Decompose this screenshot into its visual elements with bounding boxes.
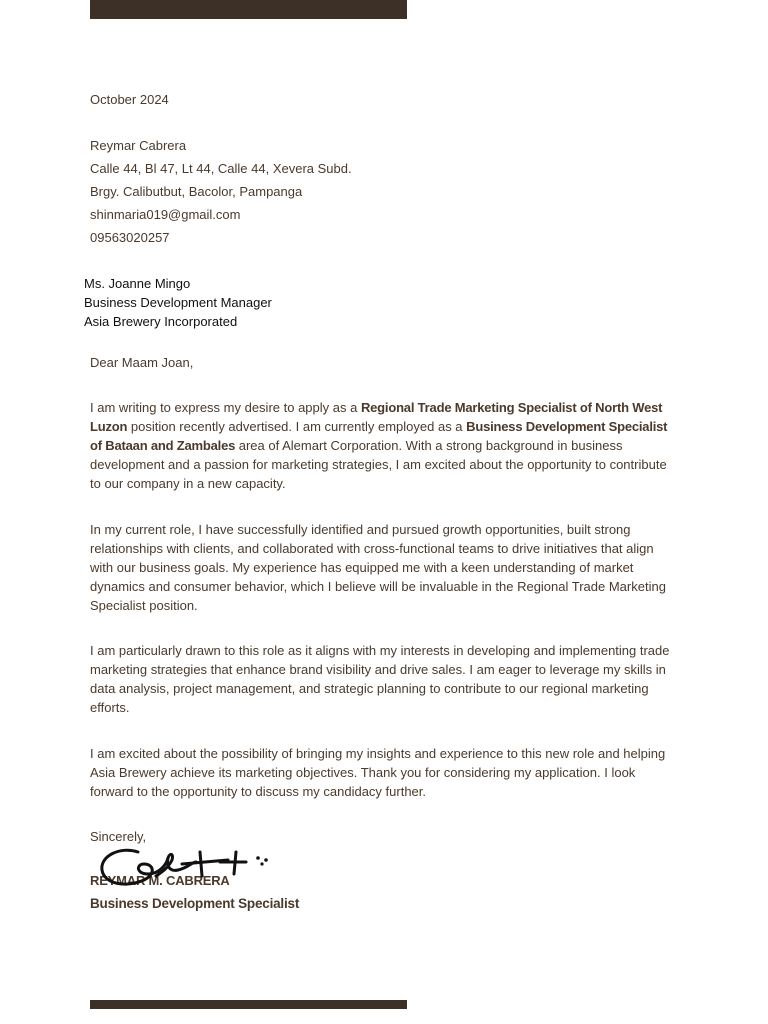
- p1-text-a: I am writing to express my desire to apply as a: [90, 400, 361, 415]
- sender-address-line2: Brgy. Calibutbut, Bacolor, Pampanga: [90, 184, 303, 199]
- p1-text-e: area of Alemart Corporation. With a strong background in business development and a passion for marketing strategies, I am excited about the opportunity to contribute to our company in a new capacity.: [90, 438, 667, 491]
- p1-text-c: position recently advertised. I am currently employed as a: [127, 419, 467, 434]
- recipient-title: Business Development Manager: [84, 295, 272, 310]
- letter-date: October 2024: [90, 92, 169, 107]
- p1-current-position: Business Development Specialist of Bataan and Zambales: [90, 419, 668, 453]
- body-paragraph-1: [90, 398, 680, 493]
- bottom-decorative-bar: [90, 1000, 407, 1009]
- recipient-name: Ms. Joanne Mingo: [84, 276, 191, 291]
- body-paragraph-3: I am particularly drawn to this role as it aligns with my interests in developing and implementing trade marketing strategies that enhance brand visibility and drive sales. I am eager to leverage my skills in data analysis, project management, and strategic planning to contribute to our regional marketing efforts.: [90, 643, 670, 715]
- body-paragraph-4: I am excited about the possibility of bringing my insights and experience to this new role and helping Asia Brewery achieve its marketing objectives. Thank you for considering my application. I look forward to the opportunity to discuss my candidacy further.: [90, 746, 666, 799]
- handwritten-signature: [96, 840, 276, 896]
- sender-address-line1: Calle 44, Bl 47, Lt 44, Calle 44, Xevera Subd.: [90, 161, 352, 176]
- sender-email: shinmaria019@gmail.com: [90, 207, 241, 222]
- signatory-title: Business Development Specialist: [90, 896, 300, 911]
- sender-name: Reymar Cabrera: [90, 138, 187, 153]
- salutation: Dear Maam Joan,: [90, 355, 194, 370]
- body-paragraph-2: In my current role, I have successfully identified and pursued growth opportunities, built strong relationships with clients, and collaborated with cross-functional teams to drive initiatives that align with our business goals. My experience has equipped me with a keen understanding of market dynamics and consumer behavior, which I believe will be invaluable in the Regional Trade Marketing Specialist position.: [90, 522, 666, 613]
- sender-phone: 09563020257: [90, 230, 170, 245]
- top-decorative-bar: [90, 0, 407, 19]
- valediction: Sincerely,: [90, 829, 147, 844]
- recipient-company: Asia Brewery Incorporated: [84, 314, 238, 329]
- signatory-name: REYMAR M. CABRERA: [90, 873, 230, 888]
- p1-applied-position: Regional Trade Marketing Specialist of North West Luzon: [90, 400, 663, 434]
